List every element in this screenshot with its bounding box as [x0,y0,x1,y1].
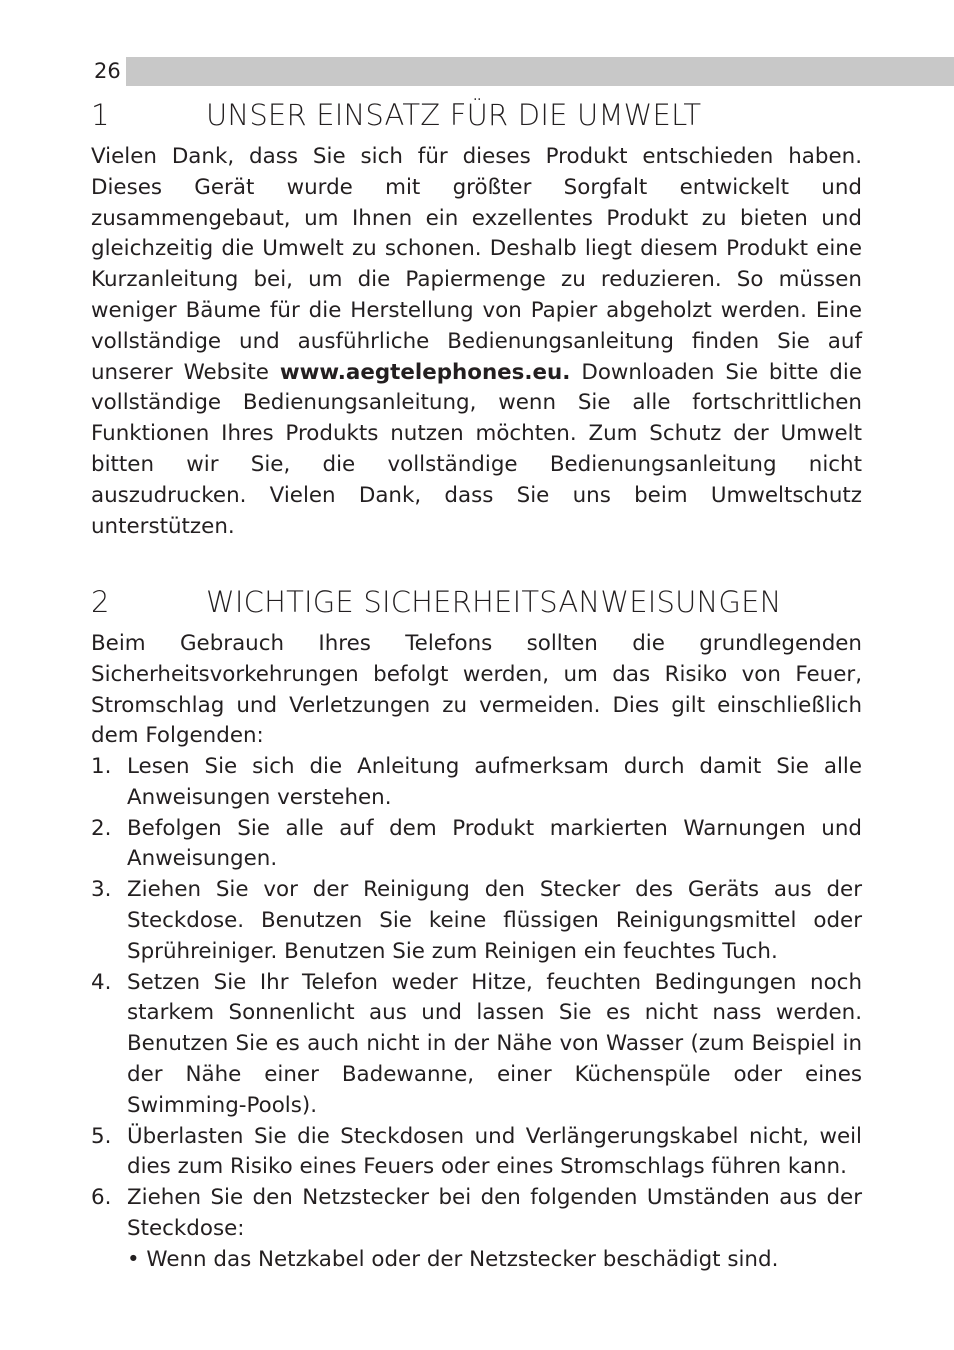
website-link[interactable]: www.aegtelephones.eu. [279,359,571,385]
section-2-number: 2 [91,585,110,619]
section-1-paragraph [91,142,862,542]
section-1-title: UNSER EINSATZ FÜR DIE UMWELT [206,98,702,132]
section-1-text-after-link: Downloaden Sie bitte die vollständige Bedienungsanleitung, wenn Sie alle fortschrittlichen Funktionen Ihres Produkts nutzen möchten. Zum Schutz der Umwelt bitten wir Sie, die vollständige Bedienungsanleitung nicht auszudrucken. Vielen Dank, dass Sie uns beim Umweltschutz unterstützen. [91,359,862,539]
section-2-title: WICHTIGE SICHERHEITSANWEISUNGEN [206,585,782,619]
list-item [91,814,862,876]
section-1-number: 1 [91,98,110,132]
list-item [91,968,862,1122]
list-item-number: 1. [91,754,112,779]
list-item-number: 5. [91,1123,112,1149]
list-item-number: 4. [91,969,112,995]
list-item-text: Ziehen Sie den Netzstecker bei den folgenden Umständen aus der Steckdose: [127,1185,862,1241]
sub-bullet-item: • Wenn das Netzkabel oder der Netzstecker beschädigt sind. [127,1246,779,1272]
list-item [91,752,862,814]
list-item-text: Ziehen Sie vor der Reinigung den Stecker des Geräts aus der Steckdose. Benutzen Sie keine flüssigen Reinigungsmittel oder Sprühreiniger. Benutzen Sie zum Reinigen ein feuchtes Tuch. [127,877,862,964]
list-item-text: Befolgen Sie alle auf dem Produkt markierten Warnungen und Anweisungen. [127,815,862,872]
section-1-text-before-link: Vielen Dank, dass Sie sich für dieses Produkt entschieden haben. Dieses Gerät wurde mit größter Sorgfalt entwickelt und zusammengebaut, um Ihnen ein exzellentes Produkt zu bieten und gleichzeitig die Umwelt zu schonen. Deshalb liegt diesem Produkt eine Kurzanleitung bei, um die Papiermenge zu reduzieren. So müssen weniger Bäume für die Herstellung von Papier abgeholzt werden. Eine vollständige und ausführliche Bedienungsanleitung finden Sie auf unserer Website [91,144,862,385]
page-header-bar [91,57,954,86]
list-item-text: Überlasten Sie die Steckdosen und Verlängerungskabel nicht, weil dies zum Risiko eines Feuers oder eines Stromschlags führen kann. [127,1123,862,1180]
section-2-heading [91,584,782,620]
list-item-text: Setzen Sie Ihr Telefon weder Hitze, feuchten Bedingungen noch starkem Sonnenlicht aus und lassen Sie es nicht nass werden. Benutzen Sie es auch nicht in der Nähe von Wasser (zum Beispiel in der Nähe einer Badewanne, einer Küchenspüle oder eines Swimming-Pools). [127,969,862,1118]
section-1-heading [91,97,701,133]
list-item-number: 6. [91,1185,112,1211]
section-2-intro: Beim Gebrauch Ihres Telefons sollten die grundlegenden Sicherheitsvorkehrungen befolgt werden, um das Risiko von Feuer, Stromschlag und Verletzungen zu vermeiden. Dies gilt einschließlich dem Folgenden: [91,631,862,749]
list-item [91,1183,862,1275]
list-item-number: 3. [91,877,112,903]
list-item [91,875,862,967]
list-item-number: 2. [91,815,112,841]
list-item [91,1122,862,1184]
safety-instructions-list [91,752,862,1276]
page-number: 26 [91,57,126,86]
list-item-text: Lesen Sie sich die Anleitung aufmerksam durch damit Sie alle Anweisungen verstehen. [127,754,862,810]
